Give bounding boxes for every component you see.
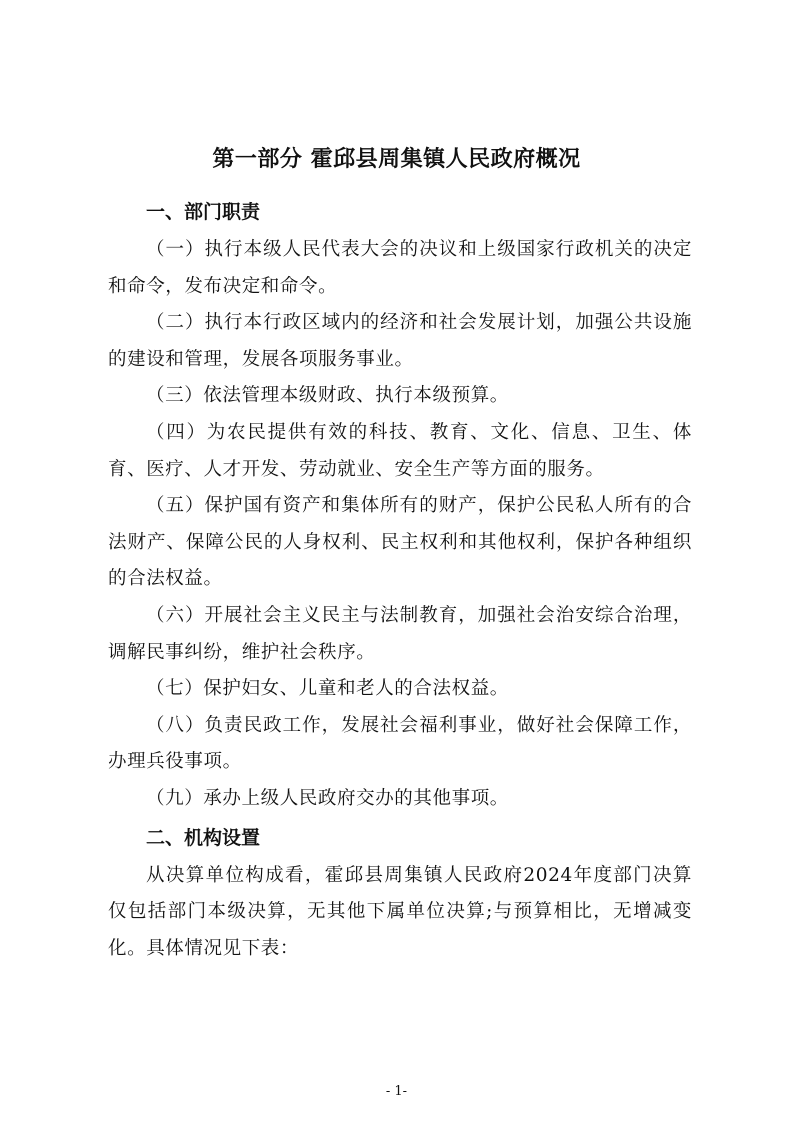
section-heading-duties: 一、部门职责: [146, 201, 261, 223]
duty-item-1: （一）执行本级人民代表大会的决议和上级国家行政机关的决定和命令，发布决定和命令。: [108, 239, 692, 297]
duty-item-8: （八）负责民政工作，发展社会福利事业，做好社会保障工作，办理兵役事项。: [108, 714, 692, 773]
duty-item-4: （四）为农民提供有效的科技、教育、文化、信息、卫生、体育、医疗、人才开发、劳动就业、安全生产等方面的服务。: [108, 421, 692, 480]
duty-item-2: （二）执行本行政区域内的经济和社会发展计划，加强公共设施的建设和管理，发展各项服务事业。: [108, 312, 692, 370]
document-body: [108, 192, 692, 967]
duty-item-9: （九）承办上级人民政府交办的其他事项。: [146, 787, 509, 809]
duty-item-3: （三）依法管理本级财政、执行本级预算。: [146, 385, 509, 407]
page-title: 第一部分 霍邱县周集镇人民政府概况: [212, 147, 581, 172]
page-number: - 1-: [385, 1084, 408, 1099]
organization-paragraph: 从决算单位构成看，霍邱县周集镇人民政府2024年度部门决算仅包括部门本级决算，无其他下属单位决算;与预算相比，无增减变化。具体情况见下表：: [108, 864, 692, 959]
duty-item-7: （七）保护妇女、儿童和老人的合法权益。: [146, 678, 509, 700]
duty-item-6: （六）开展社会主义民主与法制教育，加强社会治安综合治理，调解民事纠纷，维护社会秩序。: [108, 604, 692, 663]
section-heading-organization: 二、机构设置: [146, 826, 261, 849]
duty-item-5: （五）保护国有资产和集体所有的财产，保护公民私人所有的合法财产、保障公民的人身权利、民主权利和其他权利，保护各种组织的合法权益。: [108, 495, 692, 590]
